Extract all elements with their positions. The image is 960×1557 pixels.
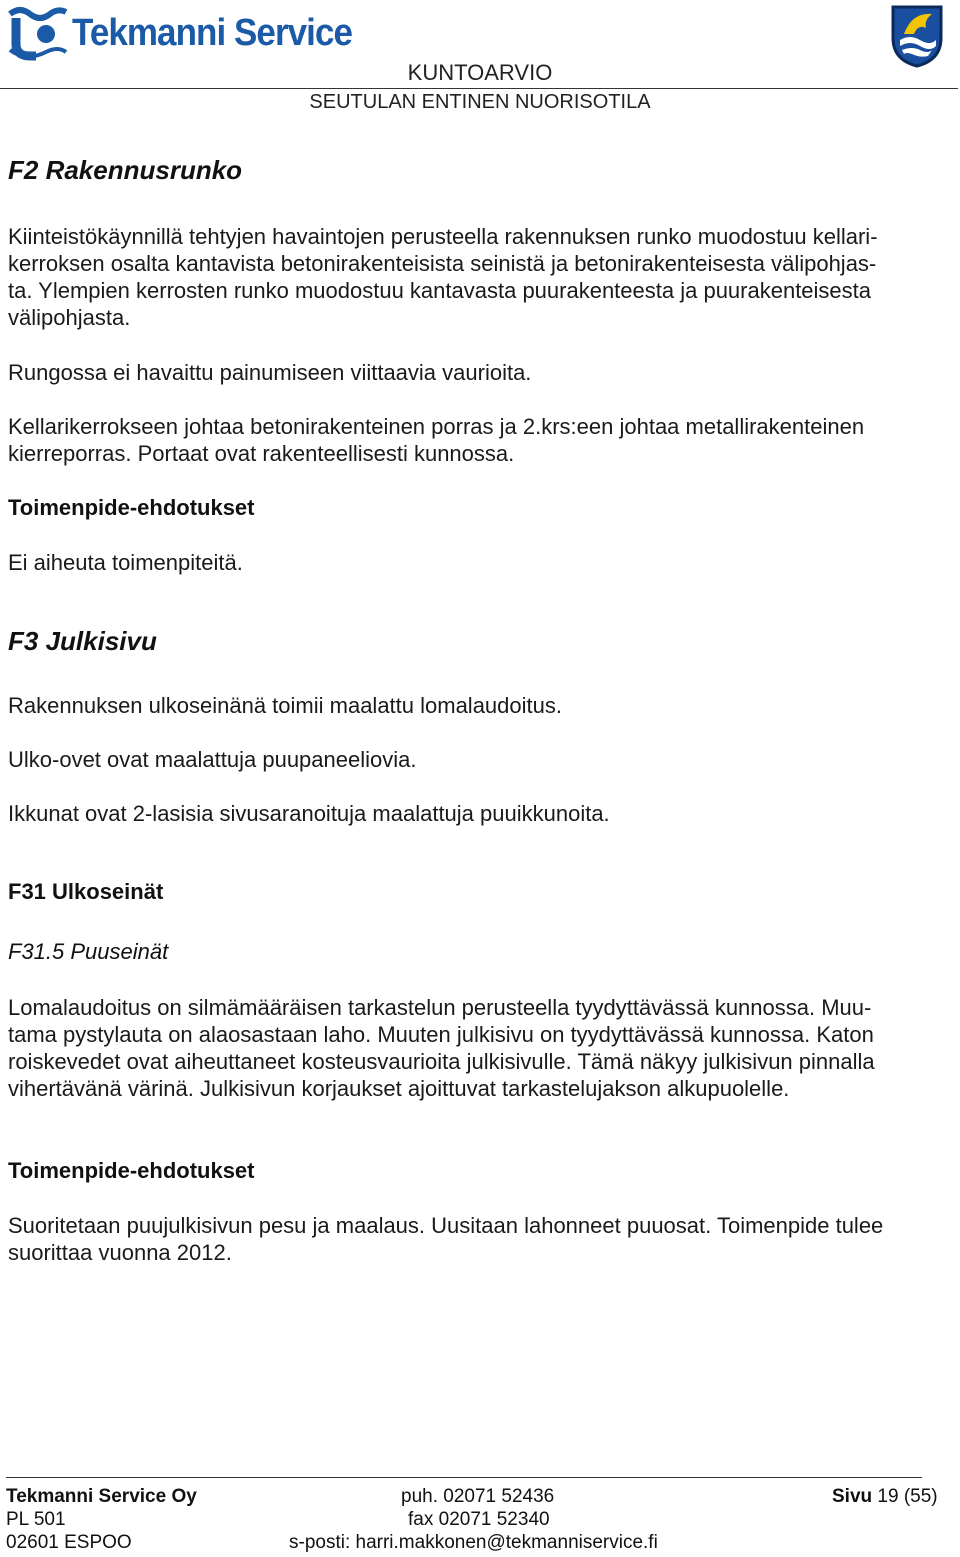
page-label: Sivu: [832, 1486, 873, 1507]
text-line: kierreporras. Portaat ovat rakenteellisesti kunnossa.: [8, 441, 515, 466]
municipal-coat-of-arms-icon: [890, 4, 944, 68]
text-line: Kellarikerrokseen johtaa betonirakenteinen porras ja 2.krs:een johtaa metallirakenteinen: [8, 414, 865, 439]
document-title: KUNTOARVIO: [407, 60, 553, 85]
f2-paragraph-3: [8, 413, 948, 467]
f31-actions-heading: Toimenpide-ehdotukset: [8, 1158, 255, 1183]
header-divider: [0, 88, 958, 89]
text-line: välipohjasta.: [8, 305, 131, 330]
section-heading-f3: F3 Julkisivu: [8, 626, 157, 656]
footer-po-box: PL 501: [6, 1509, 66, 1530]
f2-actions-text: Ei aiheuta toimenpiteitä.: [8, 550, 243, 575]
f2-actions-heading: Toimenpide-ehdotukset: [8, 495, 255, 520]
footer-page: [832, 1486, 938, 1508]
text-line: Lomalaudoitus on silmämääräisen tarkastelun perusteella tyydyttävässä kunnossa. Muu-: [8, 995, 872, 1020]
f3-paragraph-1: Rakennuksen ulkoseinänä toimii maalattu lomalaudoitus.: [8, 693, 562, 718]
f3-paragraph-3: Ikkunat ovat 2-lasisia sivusaranoituja maalattuja puuikkunoita.: [8, 801, 610, 826]
text-line: vihertävänä värinä. Julkisivun korjaukset ajoittuvat tarkastelujakson alkupuolelle.: [8, 1076, 790, 1101]
f31-paragraph: [8, 994, 948, 1102]
footer-divider: [6, 1477, 922, 1478]
f3-paragraph-2: Ulko-ovet ovat maalattuja puupaneeliovia.: [8, 747, 417, 772]
footer-email: s-posti: harri.makkonen@tekmanniservice.fi: [289, 1532, 658, 1553]
text-line: Suoritetaan puujulkisivun pesu ja maalaus. Uusitaan lahonneet puuosat. Toimenpide tulee: [8, 1213, 884, 1238]
section-heading-f2: F2 Rakennusrunko: [8, 155, 243, 185]
text-line: suorittaa vuonna 2012.: [8, 1240, 232, 1265]
footer-fax: fax 02071 52340: [408, 1509, 550, 1530]
company-logo: [6, 4, 366, 62]
footer-phone: puh. 02071 52436: [401, 1486, 555, 1507]
f2-paragraph-1: [8, 223, 948, 331]
section-heading-f31: F31 Ulkoseinät: [8, 879, 164, 904]
brand-name: Tekmanni Service: [72, 12, 353, 54]
page-number: 19 (55): [877, 1486, 938, 1507]
tekmanni-wave-logo-icon: [6, 4, 68, 62]
text-line: roiskevedet ovat aiheuttaneet kosteusvaurioita julkisivulle. Tämä näkyy julkisivun pinnalla: [8, 1049, 875, 1074]
footer-company: Tekmanni Service Oy: [6, 1486, 197, 1507]
f2-paragraph-2: Rungossa ei havaittu painumiseen viittaavia vaurioita.: [8, 360, 532, 385]
footer-postal: 02601 ESPOO: [6, 1532, 132, 1553]
text-line: tama pystylauta on alaosastaan laho. Muuten julkisivu on tyydyttävässä kunnossa. Katon: [8, 1022, 874, 1047]
text-line: kerroksen osalta kantavista betonirakenteisista seinistä ja betonirakenteisesta välipohjas-: [8, 251, 877, 276]
f31-actions-text: [8, 1212, 948, 1266]
subsection-heading-f31-5: F31.5 Puuseinät: [8, 939, 169, 964]
document-subtitle: SEUTULAN ENTINEN NUORISOTILA: [309, 91, 651, 113]
text-line: ta. Ylempien kerrosten runko muodostuu kantavasta puurakenteesta ja puurakenteisesta: [8, 278, 872, 303]
text-line: Kiinteistökäynnillä tehtyjen havaintojen perusteella rakennuksen runko muodostuu kellari-: [8, 224, 878, 249]
